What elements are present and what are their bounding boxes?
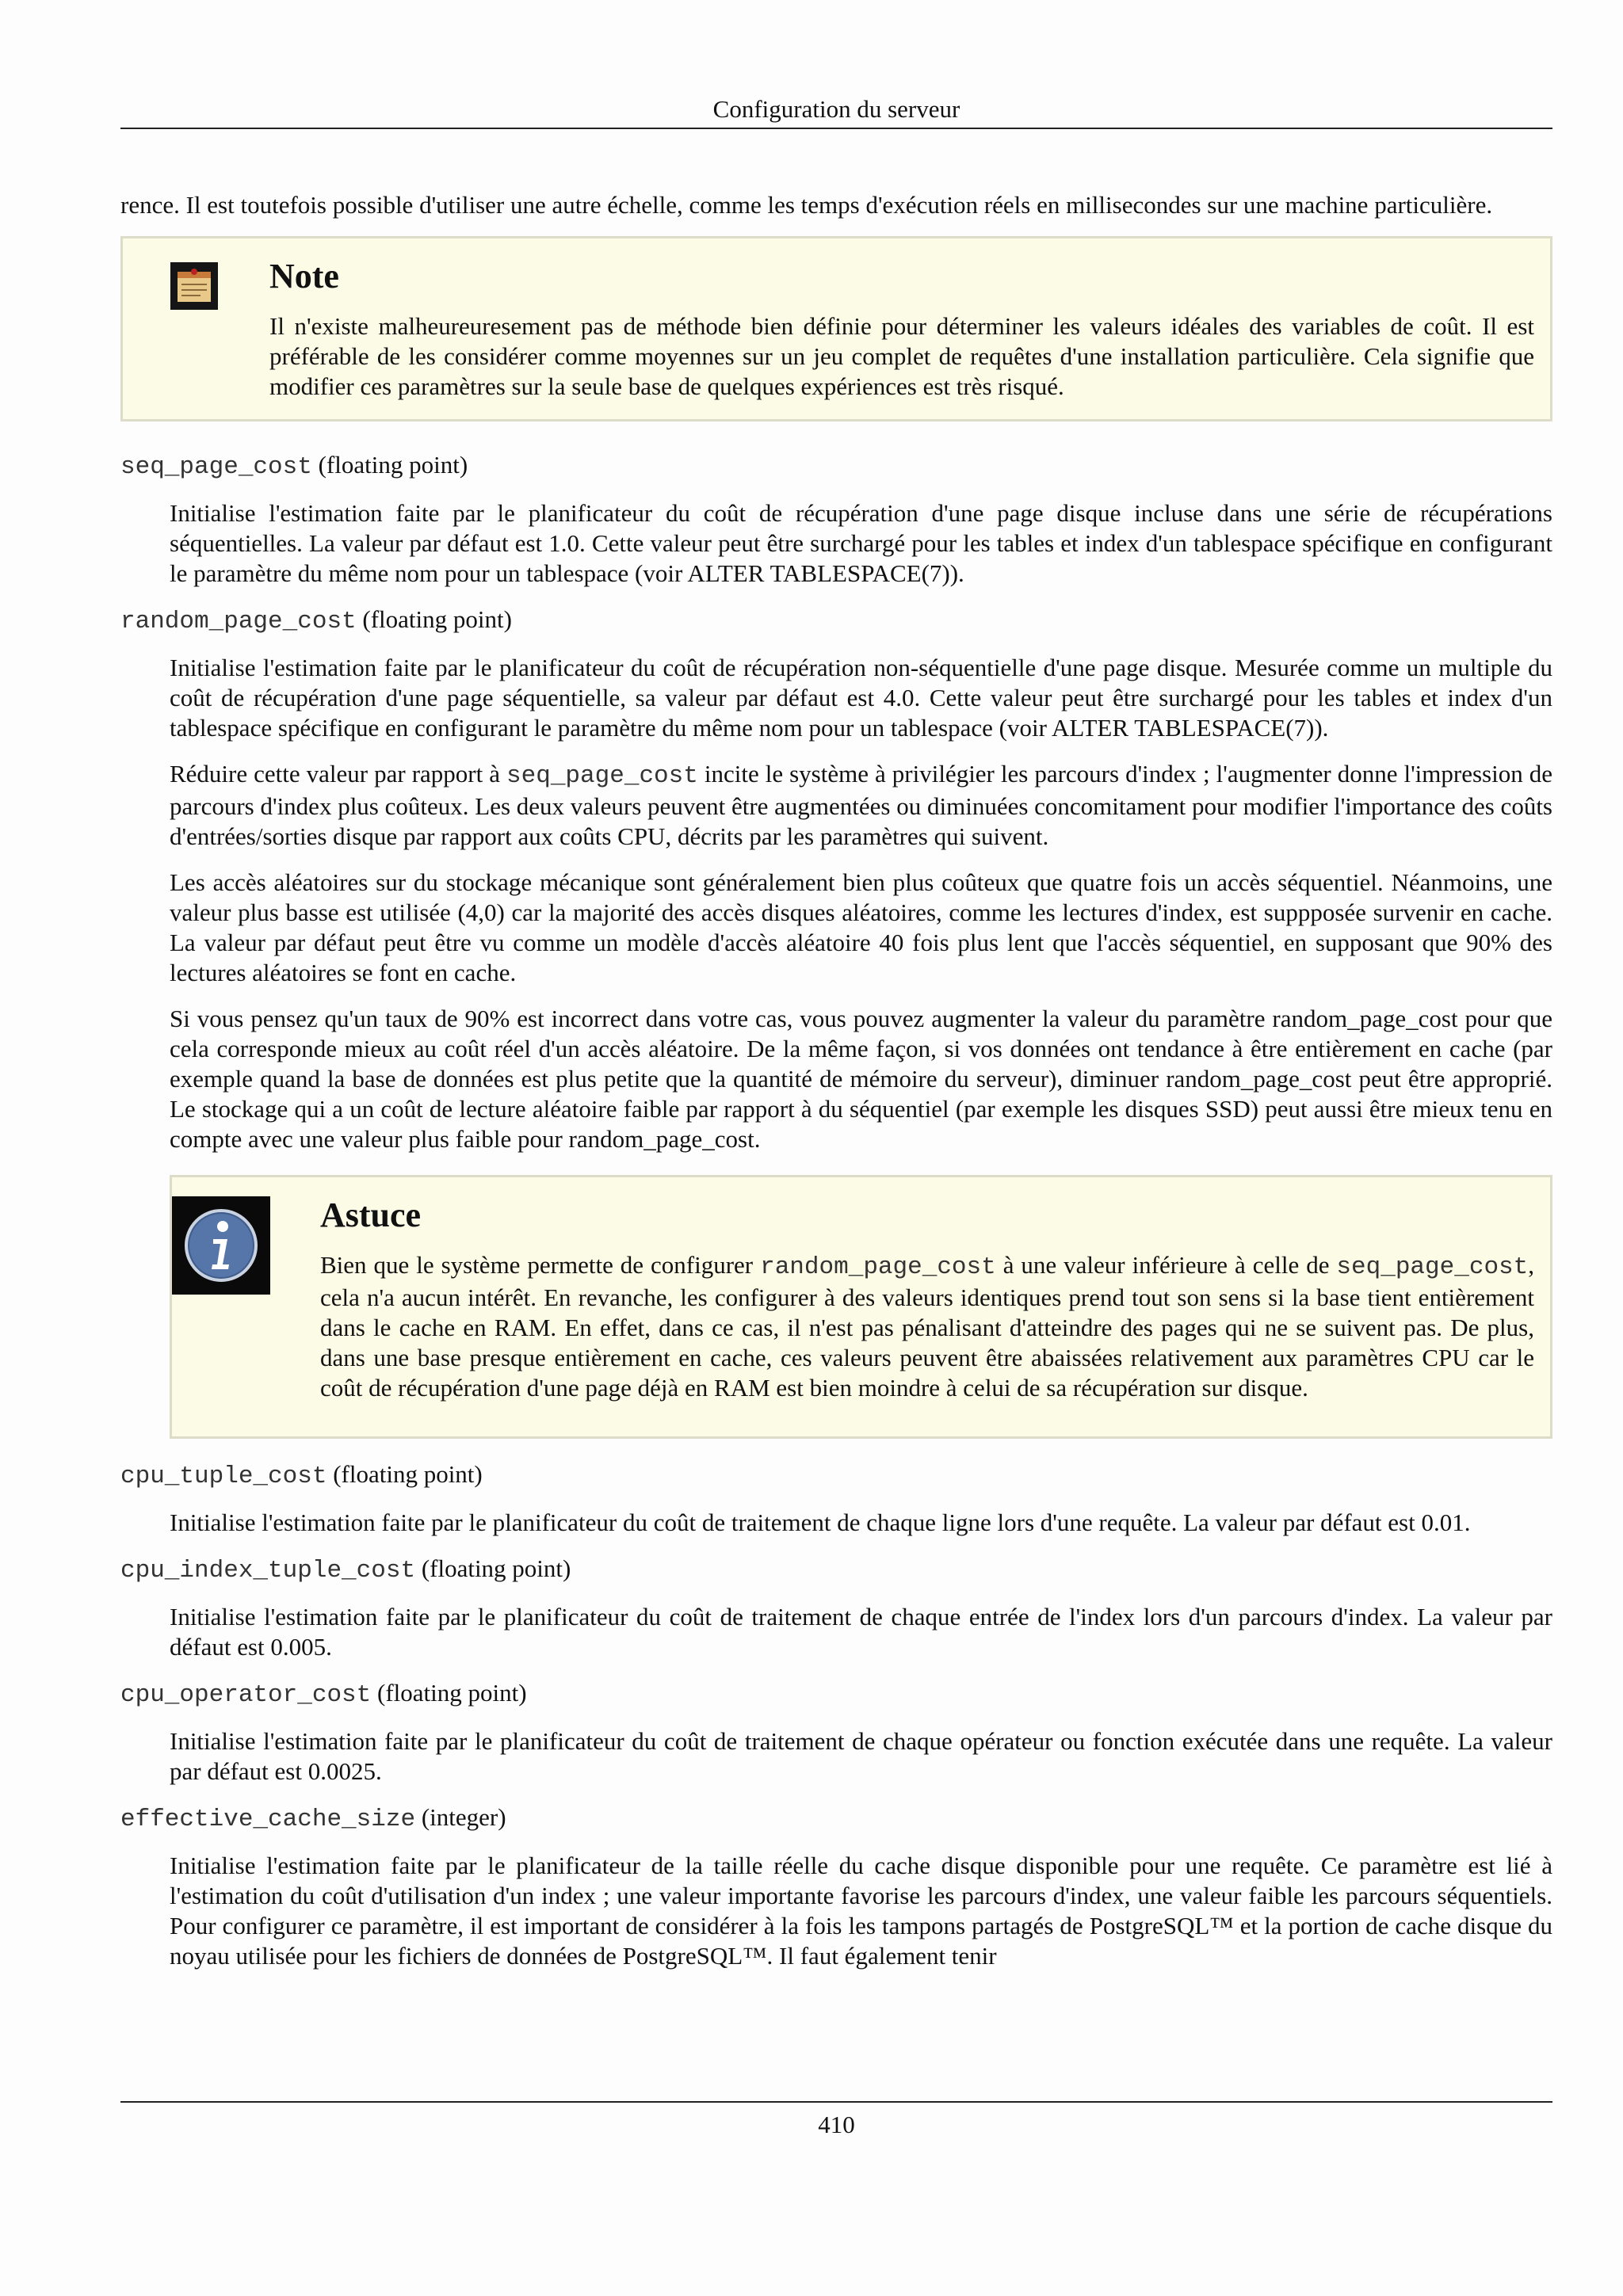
param-type: (floating point) bbox=[421, 1554, 571, 1582]
param-name: cpu_operator_cost bbox=[120, 1681, 372, 1709]
inline-code: random_page_cost bbox=[760, 1253, 996, 1281]
definition-paragraph bbox=[170, 759, 1552, 852]
definition-paragraph: Initialise l'estimation faite par le planificateur du coût de traitement de chaque ligne lors d'une requête. La valeur par défaut est 0.01. bbox=[170, 1508, 1471, 1536]
param-name: effective_cache_size bbox=[120, 1806, 416, 1833]
tip-text bbox=[320, 1250, 1534, 1403]
param-name: random_page_cost bbox=[120, 608, 357, 635]
definition-paragraph: Initialise l'estimation faite par le planificateur du coût de récupération non-séquentielle d'une page disque. Mesurée comme un multiple du coût de récupération d'une page séquentielle, sa valeur par défaut est 4.0. Cette valeur peut être surchargé pour les tables et index d'un tablespace spécifique en configurant le paramètre du même nom pour un tablespace (voir ALTER TABLESPACE(7)). bbox=[170, 654, 1552, 742]
def-random-page-cost bbox=[170, 653, 1552, 1439]
def-cpu-tuple-cost bbox=[170, 1508, 1552, 1538]
definition-paragraph: Initialise l'estimation faite par le planificateur du coût de récupération d'une page disque incluse dans une série de récupérations séquentielles. La valeur par défaut est 1.0. Cette valeur peut être surchargé pour les tables et index d'un tablespace spécifique en configurant le paramètre du même nom pour un tablespace (voir ALTER TABLESPACE(7)). bbox=[170, 499, 1552, 587]
param-name: cpu_tuple_cost bbox=[120, 1463, 327, 1490]
term-cpu-tuple-cost bbox=[120, 1459, 1552, 1492]
param-type: (floating point) bbox=[377, 1679, 527, 1707]
param-name: cpu_index_tuple_cost bbox=[120, 1557, 416, 1585]
tip-title: Astuce bbox=[320, 1196, 422, 1234]
header-rule bbox=[120, 128, 1552, 129]
tip-box bbox=[170, 1175, 1552, 1439]
page-content bbox=[120, 190, 1552, 1971]
intro-paragraph: rence. Il est toutefois possible d'utiliser une autre échelle, comme les temps d'exécution réels en millisecondes sur une machine particulière. bbox=[120, 191, 1493, 219]
def-seq-page-cost bbox=[170, 498, 1552, 589]
note-title: Note bbox=[269, 257, 339, 296]
term-cpu-index-tuple-cost bbox=[120, 1554, 1552, 1586]
term-random-page-cost bbox=[120, 605, 1552, 637]
def-cpu-index-tuple-cost bbox=[170, 1602, 1552, 1662]
definition-paragraph: Initialise l'estimation faite par le planificateur du coût de traitement de chaque entrée de l'index lors d'un parcours d'index. La valeur par défaut est 0.005. bbox=[170, 1603, 1552, 1661]
text-run: Bien que le système permette de configurer bbox=[320, 1251, 761, 1279]
note-text: Il n'existe malheureuresement pas de méthode bien définie pour déterminer les valeurs idéales des variables de coût. Il est préférable de les considérer comme moyennes sur un jeu complet de requêtes d'une installation particulière. Cela signifie que modifier ces paramètres sur la seule base de quelques expériences est très risqué. bbox=[269, 312, 1534, 400]
definition-paragraph: Les accès aléatoires sur du stockage mécanique sont généralement bien plus coûteux que quatre fois un accès séquentiel. Néanmoins, une valeur plus basse est utilisée (4,0) car la majorité des accès disques aléatoires, comme les lectures d'index, est suppposée survenir en cache. La valeur par défaut peut être vu comme un modèle d'accès aléatoire 40 fois plus lent que l'accès séquentiel, en supposant que 90% des lectures aléatoires se font en cache. bbox=[170, 868, 1552, 986]
param-type: (integer) bbox=[421, 1803, 506, 1831]
note-box bbox=[120, 236, 1552, 421]
term-cpu-operator-cost bbox=[120, 1678, 1552, 1711]
text-run: Réduire cette valeur par rapport à bbox=[170, 760, 507, 788]
info-icon bbox=[172, 1196, 270, 1295]
text-run: incite le système à privilégier les parcours d'index ; l'augmenter donne l'impression de parcours d'index plus coûteux. Les deux valeurs peuvent être augmentées ou diminuées concomitament pour modifier l'importance des coûts d'entrées/sorties disque par rapport aux coûts CPU, décrits par les paramètres qui suivent. bbox=[170, 760, 1552, 850]
def-cpu-operator-cost bbox=[170, 1726, 1552, 1787]
param-type: (floating point) bbox=[318, 451, 468, 479]
note-icon bbox=[170, 262, 218, 310]
term-seq-page-cost bbox=[120, 450, 1552, 482]
text-run: à une valeur inférieure à celle de bbox=[995, 1251, 1337, 1279]
definition-paragraph: Initialise l'estimation faite par le planificateur de la taille réelle du cache disque disponible pour une requête. Ce paramètre est lié à l'estimation du coût d'utilisation d'un index ; une valeur importante favorise les parcours d'index, une valeur faible les parcours séquentiels. Pour configurer ce paramètre, il est important de considérer à la fois les tampons partagés de PostgreSQL™ et la portion de cache disque du noyau utilisée pour les fichiers de données de PostgreSQL™. Il faut également tenir bbox=[170, 1852, 1552, 1970]
definition-paragraph: Initialise l'estimation faite par le planificateur du coût de traitement de chaque opérateur ou fonction exécutée dans une requête. La valeur par défaut est 0.0025. bbox=[170, 1727, 1552, 1785]
inline-code: seq_page_cost bbox=[1336, 1253, 1529, 1281]
running-header: Configuration du serveur bbox=[712, 95, 960, 123]
text-run: , cela n'a aucun intérêt. En revanche, les configurer à des valeurs identiques prend tout son sens si la base tient entièrement dans le cache en RAM. En effet, dans ce cas, il n'est pas pénalisant d'atteindre des pages qui ne se suivent pas. De plus, dans une base presque entièrement en cache, ces valeurs peuvent être abaissées relativement aux paramètres CPU car le coût de récupération d'une page déjà en RAM est bien moindre à celui de sa récupération sur disque. bbox=[320, 1251, 1535, 1402]
footer-rule bbox=[120, 2101, 1552, 2103]
inline-code: seq_page_cost bbox=[506, 762, 698, 790]
def-effective-cache-size bbox=[170, 1851, 1552, 1971]
term-effective-cache-size bbox=[120, 1802, 1552, 1835]
definition-paragraph: Si vous pensez qu'un taux de 90% est incorrect dans votre cas, vous pouvez augmenter la valeur du paramètre random_page_cost pour que cela corresponde mieux au coût réel d'un accès aléatoire. De la même façon, si vos données ont tendance à être entièrement en cache (par exemple quand la base de données est plus petite que la quantité de mémoire du serveur), diminuer random_page_cost peut être approprié. Le stockage qui a un coût de lecture aléatoire faible par rapport à du séquentiel (par exemple les disques SSD) peut aussi être mieux tenu en compte avec une valeur plus faible pour random_page_cost. bbox=[170, 1005, 1552, 1153]
param-name: seq_page_cost bbox=[120, 453, 312, 481]
param-type: (floating point) bbox=[362, 605, 512, 633]
page-number: 410 bbox=[818, 2111, 855, 2138]
param-type: (floating point) bbox=[333, 1460, 483, 1488]
